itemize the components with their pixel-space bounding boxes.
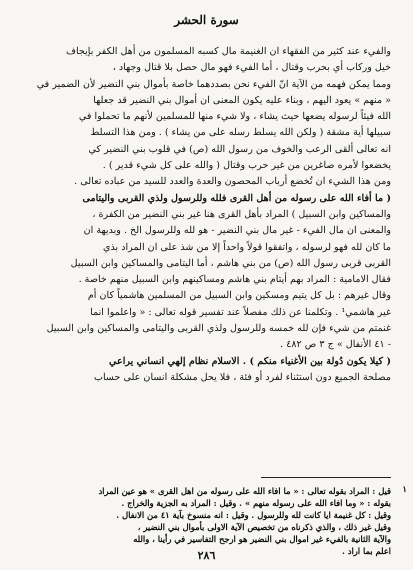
body-line: والفيء عند كثير من الفقهاء ان الغنيمة مال كسبه المسلمون من أهل الكفر بإيجاف bbox=[66, 46, 391, 57]
page-number: ٢٨٦ bbox=[197, 549, 216, 562]
body-line: غير هاشمي¹ . وتكلمنا عن ذلك مفصلاً عند تفسير قوله تعالى : « واعلموا انما bbox=[90, 306, 391, 318]
body-line: الله فيئاً لرسوله يضعها حيث يشاء ، ولا شيء منها للمسلمين لأنهم ما تحملوا في bbox=[78, 111, 391, 123]
body-text bbox=[28, 44, 391, 386]
body-line: ما كان لله فهو لرسوله ، واتفقوا قولاً واحداً إلا من شذ على ان المراد بذي bbox=[102, 241, 391, 253]
body-line: غنمتم من شيء فإن لله خمسه وللرسول ولذي القربى واليتامى والمساكين وابن السبيل bbox=[46, 323, 391, 335]
body-line: - ٤١ الأنفال » ج ٣ ص ٤٨٢ . bbox=[280, 339, 391, 351]
footnote-separator bbox=[261, 477, 391, 478]
footnote-text bbox=[28, 485, 391, 558]
footnote-number: ١ bbox=[402, 485, 407, 495]
footnote-line: اعلم بما اراد . bbox=[341, 546, 391, 557]
footnote-line: والآية الثانية بالفيء غير اموال بني النضير هو ارجح التفاسير في رأينا ، والله bbox=[133, 534, 391, 545]
page-title: سورة الحشر bbox=[174, 13, 239, 27]
body-line: يخضعوا لأمره صاغرين من غير حرب وقتال ( والله على كل شيء قدير ) . bbox=[102, 160, 391, 172]
body-line: خيل وركاب أي بحرب وقتال ، أما الفيء فهو مال حصل بلا قتال وجهاد ، bbox=[112, 62, 391, 74]
footnote-line: بقوله : « وما افاء الله على رسوله منهم » . وقيل : المراد به الجزية والخراج . bbox=[121, 498, 391, 509]
body-line: ومن هذا الشيء ان تُخضع أرباب المحصون والعدة والعدد للسيد من عباده تعالى . bbox=[74, 176, 391, 188]
body-line: والمساكين وابن السبيل ) المراد بأهل القرى هنا غير بني النضير من الكفرة ، bbox=[92, 208, 391, 220]
body-line: القربى قربى رسول الله (ص) من بني هاشم ، أما اليتامى والمساكين وابن السبيل bbox=[70, 257, 391, 269]
body-line: انه تعالى ألقى الرعب والخوف من رسول الله (ص) في قلوب بني النضير كي bbox=[88, 143, 391, 155]
footnote-line: وقيل : كل غنيمة ايا كانت لله وللرسول . وقيل : انه منسوخ بآية ٤١ من الانفال . bbox=[116, 510, 391, 521]
footnote-line: قيل : المراد بقوله تعالى : « ما افاء الله على رسوله من اهل القرى » هو عين المراد bbox=[98, 486, 391, 496]
footnote-line: وقيل غير ذلك ، والذي ذكرناه من تخصيص الآية الاولى بأموال بني النضير ، bbox=[137, 522, 391, 533]
body-line: سبيلها أية مشقة ( ولكن الله يسلط رسله على من يشاء ) . ومن هذا التسلط bbox=[90, 127, 391, 139]
body-line: والمعنى ان مال الفيء - غير مال بني النضير - هو لله وللرسول الخ . وبديهة ان bbox=[83, 225, 391, 237]
body-line: ومما يمكن فهمه من الآية انّ الفيء نحن بصددهما خاصة بأموال بني النضير لأن الضمير في bbox=[36, 78, 391, 90]
body-line: ( ما أفاء الله على رسوله من أهل القرى فلله وللرسول ولذي القربى واليتامى bbox=[82, 192, 391, 204]
body-line: فقال الامامية : المراد بهم أيتام بني هاشم ومساكينهم وابن السبيل منهم خاصة . bbox=[78, 274, 391, 286]
body-line: وقال غيرهم : بل كل يتيم ومسكين وابن السبيل من المسلمين هاشمياً كان أم bbox=[87, 290, 391, 302]
body-line: ( كيلا يكون دُولة بين الأغنياء منكم ) . الاسلام نظام إلهي انساني يراعي bbox=[108, 355, 391, 367]
body-line: « منهم » يعود اليهم ، وبناء عليه يكون المعنى ان أموال بني النضير قد جعلها bbox=[93, 94, 391, 106]
body-line: مصلحة الجميع دون استثناء لفرد أو فئة ، فلا يحل مشكلة انسان على حساب bbox=[93, 371, 391, 383]
